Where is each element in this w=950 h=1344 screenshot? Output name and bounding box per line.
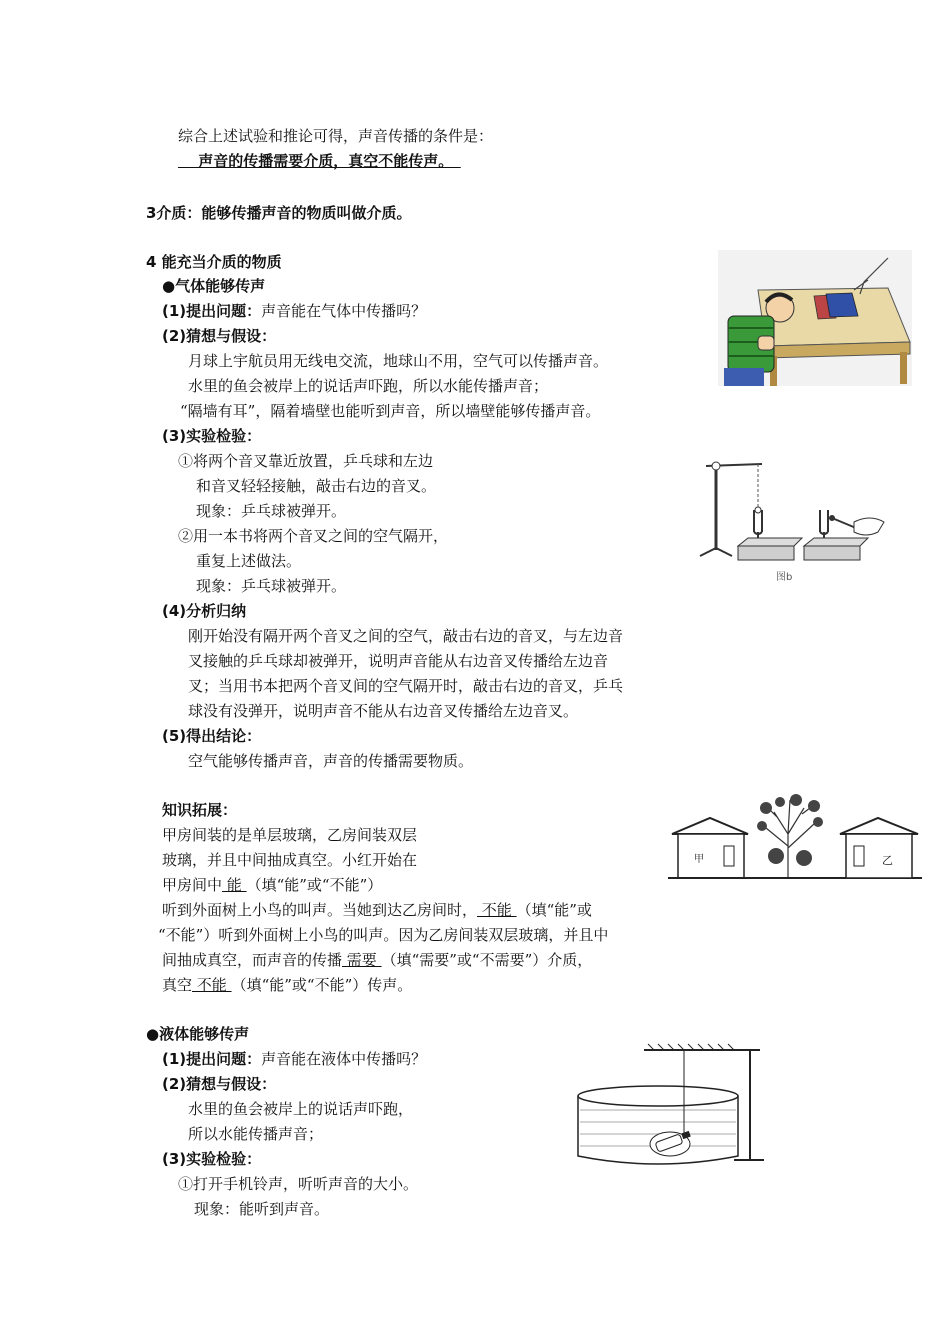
liquid-hypothesis-label: (2)猜想与假设： <box>162 1075 277 1093</box>
text-span: 甲房间中 <box>162 876 223 894</box>
extension-line <box>162 900 592 920</box>
extension-line <box>162 875 382 895</box>
summary-answer: 声音的传播需要介质，真空不能传声。 <box>178 152 461 170</box>
conclusion-text: 空气能够传播声音，声音的传播需要物质。 <box>188 752 474 770</box>
question-text: 声音能在液体中传播吗？ <box>261 1050 427 1068</box>
analysis-line: 球没有没弹开，说明声音不能从右边音叉传播给左边音叉。 <box>188 702 579 720</box>
text-span: （填“能”或“不能”） <box>246 876 383 894</box>
experiment-line: ②用一本书将两个音叉之间的空气隔开， <box>178 527 449 545</box>
analysis-line: 叉；当用书本把两个音叉间的空气隔开时，敲击右边的音叉，乒乓 <box>188 677 624 695</box>
bottle-water-illustration <box>574 1040 766 1170</box>
houses-tree-illustration <box>668 794 922 880</box>
text-span: （填“需要”或“不需要”）介质， <box>381 951 593 969</box>
extension-title: 知识拓展： <box>162 801 238 819</box>
section4-title: 4 能充当介质的物质 <box>146 253 282 271</box>
extension-line <box>162 950 592 970</box>
analysis-label: (4)分析归纳 <box>162 602 247 620</box>
gas-experiment-label: (3)实验检验： <box>162 427 262 445</box>
experiment-line: 重复上述做法。 <box>196 552 302 570</box>
question-text: 声音能在气体中传播吗？ <box>261 302 427 320</box>
figure-label: 图b <box>776 572 793 583</box>
tuning-fork-illustration <box>698 452 890 586</box>
extension-line <box>162 975 412 995</box>
answer-blank: 不能 <box>192 976 232 994</box>
liquid-question <box>162 1049 426 1069</box>
text-span: （填“能”或“不能”）传声。 <box>231 976 413 994</box>
gas-title: ●气体能够传声 <box>162 277 266 295</box>
boy-table-illustration <box>718 250 912 386</box>
room-a-label: 甲 <box>694 854 704 865</box>
hypothesis-line: 水里的鱼会被岸上的说话声吓跑， <box>188 1100 414 1118</box>
gas-hypothesis-label: (2)猜想与假设： <box>162 327 277 345</box>
hypothesis-line: 所以水能传播声音； <box>188 1125 324 1143</box>
liquid-title: ●液体能够传声 <box>146 1025 250 1043</box>
hypothesis-line: “隔墙有耳”，隔着墙壁也能听到声音，所以墙壁能够传播声音。 <box>180 402 601 420</box>
gas-question <box>162 301 426 321</box>
answer-blank: 能 <box>222 876 247 894</box>
answer-blank: 不能 <box>477 901 517 919</box>
hypothesis-line: 月球上宇航员用无线电交流，地球山不用，空气可以传播声音。 <box>188 352 609 370</box>
room-b-label: 乙 <box>882 854 893 867</box>
analysis-line: 叉接触的乒乓球却被弹开，说明声音能从右边音叉传播给左边音 <box>188 652 609 670</box>
experiment-line: 和音叉轻轻接触，敲击右边的音叉。 <box>196 477 437 495</box>
text-span: 真空 <box>162 976 193 994</box>
question-label: (1)提出问题： <box>162 1050 262 1068</box>
text-span: 间抽成真空，而声音的传播 <box>162 951 343 969</box>
experiment-line: ①将两个音叉靠近放置，乒乓球和左边 <box>178 452 434 470</box>
liquid-experiment-label: (3)实验检验： <box>162 1150 262 1168</box>
experiment-line: 现象：乒乓球被弹开。 <box>196 502 347 520</box>
question-label: (1)提出问题： <box>162 302 262 320</box>
extension-line: 玻璃，并且中间抽成真空。小红开始在 <box>162 851 418 869</box>
section3-title: 3介质：能够传播声音的物质叫做介质。 <box>146 204 412 222</box>
experiment-line: 现象：能听到声音。 <box>194 1200 330 1218</box>
hypothesis-line: 水里的鱼会被岸上的说话声吓跑，所以水能传播声音； <box>188 377 549 395</box>
text-span: （填“能”或 <box>516 901 592 919</box>
experiment-line: 现象：乒乓球被弹开。 <box>196 577 347 595</box>
experiment-line: ①打开手机铃声，听听声音的大小。 <box>178 1175 419 1193</box>
analysis-line: 刚开始没有隔开两个音叉之间的空气，敲击右边的音叉，与左边音 <box>188 627 624 645</box>
extension-line: “不能”）听到外面树上小鸟的叫声。因为乙房间装双层玻璃，并且中 <box>158 926 609 944</box>
answer-blank: 需要 <box>342 951 382 969</box>
text-span: 听到外面树上小鸟的叫声。当她到达乙房间时， <box>162 901 478 919</box>
extension-line: 甲房间装的是单层玻璃，乙房间装双层 <box>162 826 418 844</box>
conclusion-label: (5)得出结论： <box>162 727 262 745</box>
summary-line: 综合上述试验和推论可得，声音传播的条件是： <box>178 127 494 145</box>
